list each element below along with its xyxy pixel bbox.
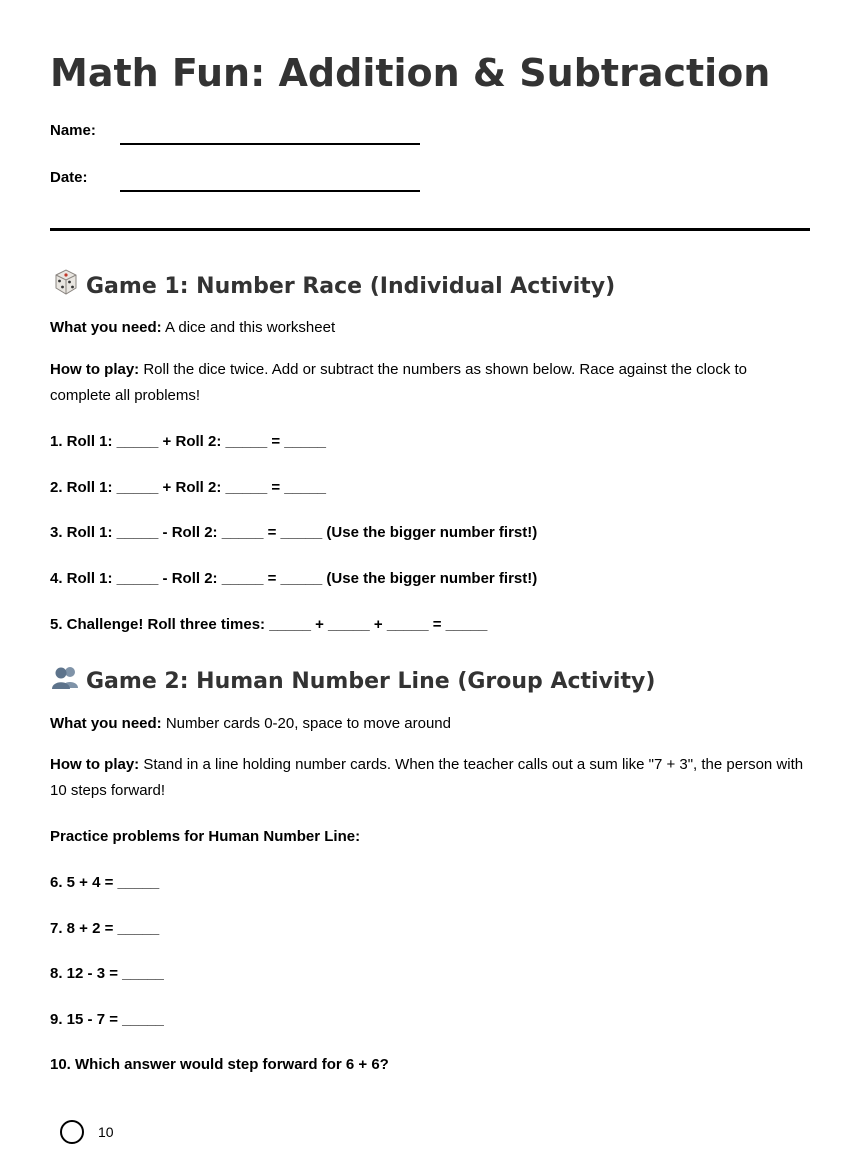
practice-label: Practice problems for Human Number Line:: [50, 828, 361, 845]
game1-heading: [50, 267, 615, 306]
problem-5: 5. Challenge! Roll three times: _____ + _____ + _____ = _____: [50, 616, 488, 633]
game1-need: [50, 315, 810, 341]
problem-2: 2. Roll 1: _____ + Roll 2: _____ = _____: [50, 479, 327, 496]
problem-9: 9. 15 - 7 = _____: [50, 1011, 164, 1028]
problem-8: 8. 12 - 3 = _____: [50, 965, 164, 982]
game1-need-text: A dice and this worksheet: [161, 319, 336, 336]
group-icon: [50, 662, 80, 701]
game1-how-text: Roll the dice twice. Add or subtract the numbers as shown below. Race against the clock to complete all problems!: [50, 361, 747, 404]
date-field[interactable]: [120, 190, 420, 192]
game2-how-label: How to play:: [50, 756, 140, 773]
game1-heading-text: Game 1: Number Race (Individual Activity): [86, 274, 616, 299]
game2-how-text: Stand in a line holding number cards. When the teacher calls out a sum like "7 + 3", the person with 10 steps forward!: [50, 756, 804, 799]
problem-3: 3. Roll 1: _____ - Roll 2: _____ = _____ (Use the bigger number first!): [50, 524, 538, 541]
game2-need-text: Number cards 0-20, space to move around: [161, 715, 451, 732]
game2-need-label: What you need:: [50, 715, 162, 732]
page-title: Math Fun: Addition & Subtraction: [50, 51, 771, 95]
date-label: Date:: [50, 169, 88, 186]
problem-4: 4. Roll 1: _____ - Roll 2: _____ = _____ (Use the bigger number first!): [50, 570, 538, 587]
game2-heading-text: Game 2: Human Number Line (Group Activity): [86, 669, 656, 694]
dice-icon: [50, 267, 80, 306]
answer-option-10[interactable]: [60, 1120, 114, 1144]
game2-need: [50, 711, 810, 737]
option-label: 10: [98, 1124, 114, 1140]
radio-button[interactable]: [60, 1120, 84, 1144]
game2-heading: [50, 662, 655, 701]
problem-7: 7. 8 + 2 = _____: [50, 920, 160, 937]
game1-need-label: What you need:: [50, 319, 162, 336]
name-label: Name:: [50, 122, 96, 139]
problem-1: 1. Roll 1: _____ + Roll 2: _____ = _____: [50, 433, 327, 450]
problem-10: 10. Which answer would step forward for 6 + 6?: [50, 1056, 389, 1073]
divider: [50, 228, 810, 231]
game1-how: [50, 357, 810, 409]
problem-6: 6. 5 + 4 = _____: [50, 874, 160, 891]
game2-how: [50, 752, 810, 804]
game1-how-label: How to play:: [50, 361, 140, 378]
name-field[interactable]: [120, 143, 420, 145]
